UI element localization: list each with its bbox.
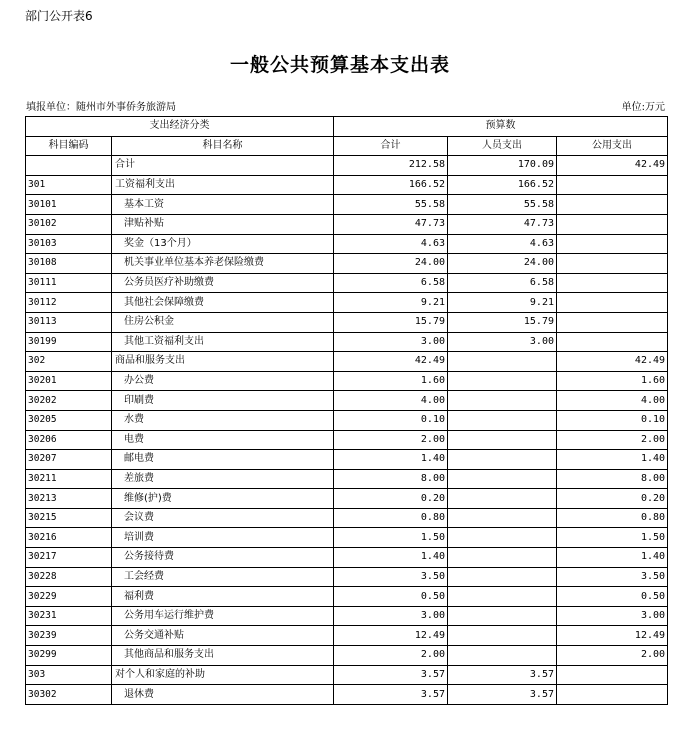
cell-total: 1.40: [334, 450, 448, 470]
table-row: [26, 508, 668, 528]
cell-total: 0.20: [334, 489, 448, 509]
table-row: [26, 646, 668, 666]
table-row: [26, 156, 668, 176]
cell-public: [557, 665, 668, 685]
table-row: [26, 489, 668, 509]
cell-name: 机关事业单位基本养老保险缴费: [112, 254, 334, 274]
cell-public: 4.00: [557, 391, 668, 411]
document-title: 一般公共预算基本支出表: [229, 54, 450, 76]
table-row: [26, 548, 668, 568]
cell-personnel: 9.21: [448, 293, 557, 313]
cell-name: 津贴补贴: [112, 214, 334, 234]
cell-total: 3.00: [334, 606, 448, 626]
cell-personnel: [448, 469, 557, 489]
cell-total: 0.10: [334, 410, 448, 430]
cell-public: 3.50: [557, 567, 668, 587]
cell-total: 3.57: [334, 665, 448, 685]
cell-personnel: [448, 450, 557, 470]
cell-code: 301: [26, 175, 112, 195]
column-header-code: 科目编码: [26, 136, 112, 156]
table-row: [26, 626, 668, 646]
cell-code: 30239: [26, 626, 112, 646]
cell-personnel: [448, 606, 557, 626]
cell-name: 退休费: [112, 685, 334, 705]
table-column-header-row: [26, 136, 668, 156]
cell-personnel: 15.79: [448, 312, 557, 332]
cell-personnel: [448, 587, 557, 607]
table-row: [26, 352, 668, 372]
cell-public: [557, 175, 668, 195]
cell-total: 6.58: [334, 273, 448, 293]
cell-personnel: 24.00: [448, 254, 557, 274]
cell-code: 30199: [26, 332, 112, 352]
budget-table: [25, 116, 668, 705]
cell-code: 30217: [26, 548, 112, 568]
cell-name: 公务接待费: [112, 548, 334, 568]
cell-name: 住房公积金: [112, 312, 334, 332]
table-row: [26, 567, 668, 587]
cell-total: 3.50: [334, 567, 448, 587]
cell-public: [557, 214, 668, 234]
cell-public: [557, 293, 668, 313]
table-row: [26, 606, 668, 626]
cell-name: 商品和服务支出: [112, 352, 334, 372]
cell-code: 303: [26, 665, 112, 685]
column-header-public: 公用支出: [557, 136, 668, 156]
cell-personnel: [448, 567, 557, 587]
cell-total: 8.00: [334, 469, 448, 489]
reporting-unit: 填报单位：随州市外事侨务旅游局: [26, 102, 176, 113]
document-label: 部门公开表6: [25, 9, 93, 23]
cell-total: 2.00: [334, 646, 448, 666]
group-header-econ-class: 支出经济分类: [26, 117, 334, 137]
cell-public: 12.49: [557, 626, 668, 646]
cell-code: 30216: [26, 528, 112, 548]
table-row: [26, 430, 668, 450]
table-row: [26, 528, 668, 548]
cell-personnel: [448, 548, 557, 568]
cell-name: 培训费: [112, 528, 334, 548]
cell-personnel: 55.58: [448, 195, 557, 215]
table-row: [26, 410, 668, 430]
cell-name: 合计: [112, 156, 334, 176]
cell-total: 3.57: [334, 685, 448, 705]
cell-public: 1.40: [557, 548, 668, 568]
cell-code: 30215: [26, 508, 112, 528]
cell-personnel: [448, 430, 557, 450]
cell-name: 基本工资: [112, 195, 334, 215]
cell-name: 公务用车运行维护费: [112, 606, 334, 626]
cell-name: 公务员医疗补助缴费: [112, 273, 334, 293]
cell-personnel: [448, 489, 557, 509]
cell-code: 30231: [26, 606, 112, 626]
cell-public: 1.50: [557, 528, 668, 548]
cell-code: 30299: [26, 646, 112, 666]
cell-public: 1.40: [557, 450, 668, 470]
cell-code: 30229: [26, 587, 112, 607]
cell-total: 166.52: [334, 175, 448, 195]
cell-personnel: [448, 626, 557, 646]
cell-public: [557, 685, 668, 705]
cell-total: 3.00: [334, 332, 448, 352]
table-row: [26, 293, 668, 313]
cell-total: 9.21: [334, 293, 448, 313]
column-header-personnel: 人员支出: [448, 136, 557, 156]
cell-code: 30111: [26, 273, 112, 293]
cell-total: 4.63: [334, 234, 448, 254]
cell-personnel: [448, 646, 557, 666]
table-row: [26, 665, 668, 685]
cell-total: 1.40: [334, 548, 448, 568]
column-header-total: 合计: [334, 136, 448, 156]
table-row: [26, 195, 668, 215]
table-group-header-row: [26, 117, 668, 137]
cell-personnel: [448, 391, 557, 411]
cell-public: 42.49: [557, 352, 668, 372]
cell-code: 30108: [26, 254, 112, 274]
cell-personnel: 6.58: [448, 273, 557, 293]
cell-public: 0.10: [557, 410, 668, 430]
cell-total: 0.50: [334, 587, 448, 607]
cell-total: 15.79: [334, 312, 448, 332]
cell-total: 1.50: [334, 528, 448, 548]
cell-total: 2.00: [334, 430, 448, 450]
cell-personnel: 47.73: [448, 214, 557, 234]
cell-name: 对个人和家庭的补助: [112, 665, 334, 685]
table-body: [26, 156, 668, 705]
column-header-name: 科目名称: [112, 136, 334, 156]
table-row: [26, 685, 668, 705]
table-row: [26, 273, 668, 293]
cell-name: 奖金（13个月）: [112, 234, 334, 254]
cell-personnel: [448, 410, 557, 430]
cell-code: 30228: [26, 567, 112, 587]
table-row: [26, 175, 668, 195]
cell-name: 福利费: [112, 587, 334, 607]
cell-public: 0.20: [557, 489, 668, 509]
cell-personnel: 3.57: [448, 685, 557, 705]
cell-name: 邮电费: [112, 450, 334, 470]
cell-code: 30113: [26, 312, 112, 332]
cell-personnel: [448, 371, 557, 391]
table-row: [26, 587, 668, 607]
cell-code: 30206: [26, 430, 112, 450]
cell-public: 42.49: [557, 156, 668, 176]
cell-name: 其他社会保障缴费: [112, 293, 334, 313]
cell-personnel: 4.63: [448, 234, 557, 254]
cell-public: [557, 273, 668, 293]
cell-total: 47.73: [334, 214, 448, 234]
cell-code: 302: [26, 352, 112, 372]
currency-unit: 单位:万元: [621, 102, 665, 113]
cell-code: 30207: [26, 450, 112, 470]
cell-public: 0.80: [557, 508, 668, 528]
cell-total: 0.80: [334, 508, 448, 528]
cell-personnel: 3.57: [448, 665, 557, 685]
cell-public: 2.00: [557, 430, 668, 450]
cell-public: 3.00: [557, 606, 668, 626]
cell-code: 30205: [26, 410, 112, 430]
cell-public: 1.60: [557, 371, 668, 391]
cell-code: 30102: [26, 214, 112, 234]
cell-name: 电费: [112, 430, 334, 450]
table-row: [26, 214, 668, 234]
cell-name: 办公费: [112, 371, 334, 391]
table-row: [26, 332, 668, 352]
cell-name: 公务交通补贴: [112, 626, 334, 646]
cell-personnel: 170.09: [448, 156, 557, 176]
cell-total: 55.58: [334, 195, 448, 215]
cell-code: 30213: [26, 489, 112, 509]
cell-public: [557, 234, 668, 254]
group-header-budget: 预算数: [334, 117, 668, 137]
cell-code: 30201: [26, 371, 112, 391]
cell-name: 差旅费: [112, 469, 334, 489]
cell-total: 4.00: [334, 391, 448, 411]
cell-public: 0.50: [557, 587, 668, 607]
cell-code: 30202: [26, 391, 112, 411]
table-row: [26, 469, 668, 489]
table-row: [26, 312, 668, 332]
cell-total: 12.49: [334, 626, 448, 646]
cell-name: 工资福利支出: [112, 175, 334, 195]
cell-public: 2.00: [557, 646, 668, 666]
cell-personnel: 3.00: [448, 332, 557, 352]
table-row: [26, 234, 668, 254]
cell-code: 30101: [26, 195, 112, 215]
cell-name: 会议费: [112, 508, 334, 528]
cell-public: [557, 332, 668, 352]
cell-code: 30211: [26, 469, 112, 489]
table-row: [26, 391, 668, 411]
cell-personnel: [448, 508, 557, 528]
table-row: [26, 371, 668, 391]
cell-code: 30302: [26, 685, 112, 705]
cell-personnel: [448, 352, 557, 372]
cell-public: [557, 312, 668, 332]
cell-code: 30103: [26, 234, 112, 254]
cell-total: 1.60: [334, 371, 448, 391]
cell-name: 维修(护)费: [112, 489, 334, 509]
cell-total: 24.00: [334, 254, 448, 274]
cell-public: 8.00: [557, 469, 668, 489]
cell-public: [557, 195, 668, 215]
cell-name: 其他工资福利支出: [112, 332, 334, 352]
cell-name: 水费: [112, 410, 334, 430]
cell-personnel: [448, 528, 557, 548]
cell-name: 其他商品和服务支出: [112, 646, 334, 666]
cell-total: 42.49: [334, 352, 448, 372]
table-row: [26, 254, 668, 274]
cell-code: [26, 156, 112, 176]
cell-public: [557, 254, 668, 274]
table-row: [26, 450, 668, 470]
cell-name: 印刷费: [112, 391, 334, 411]
cell-code: 30112: [26, 293, 112, 313]
cell-total: 212.58: [334, 156, 448, 176]
cell-personnel: 166.52: [448, 175, 557, 195]
cell-name: 工会经费: [112, 567, 334, 587]
